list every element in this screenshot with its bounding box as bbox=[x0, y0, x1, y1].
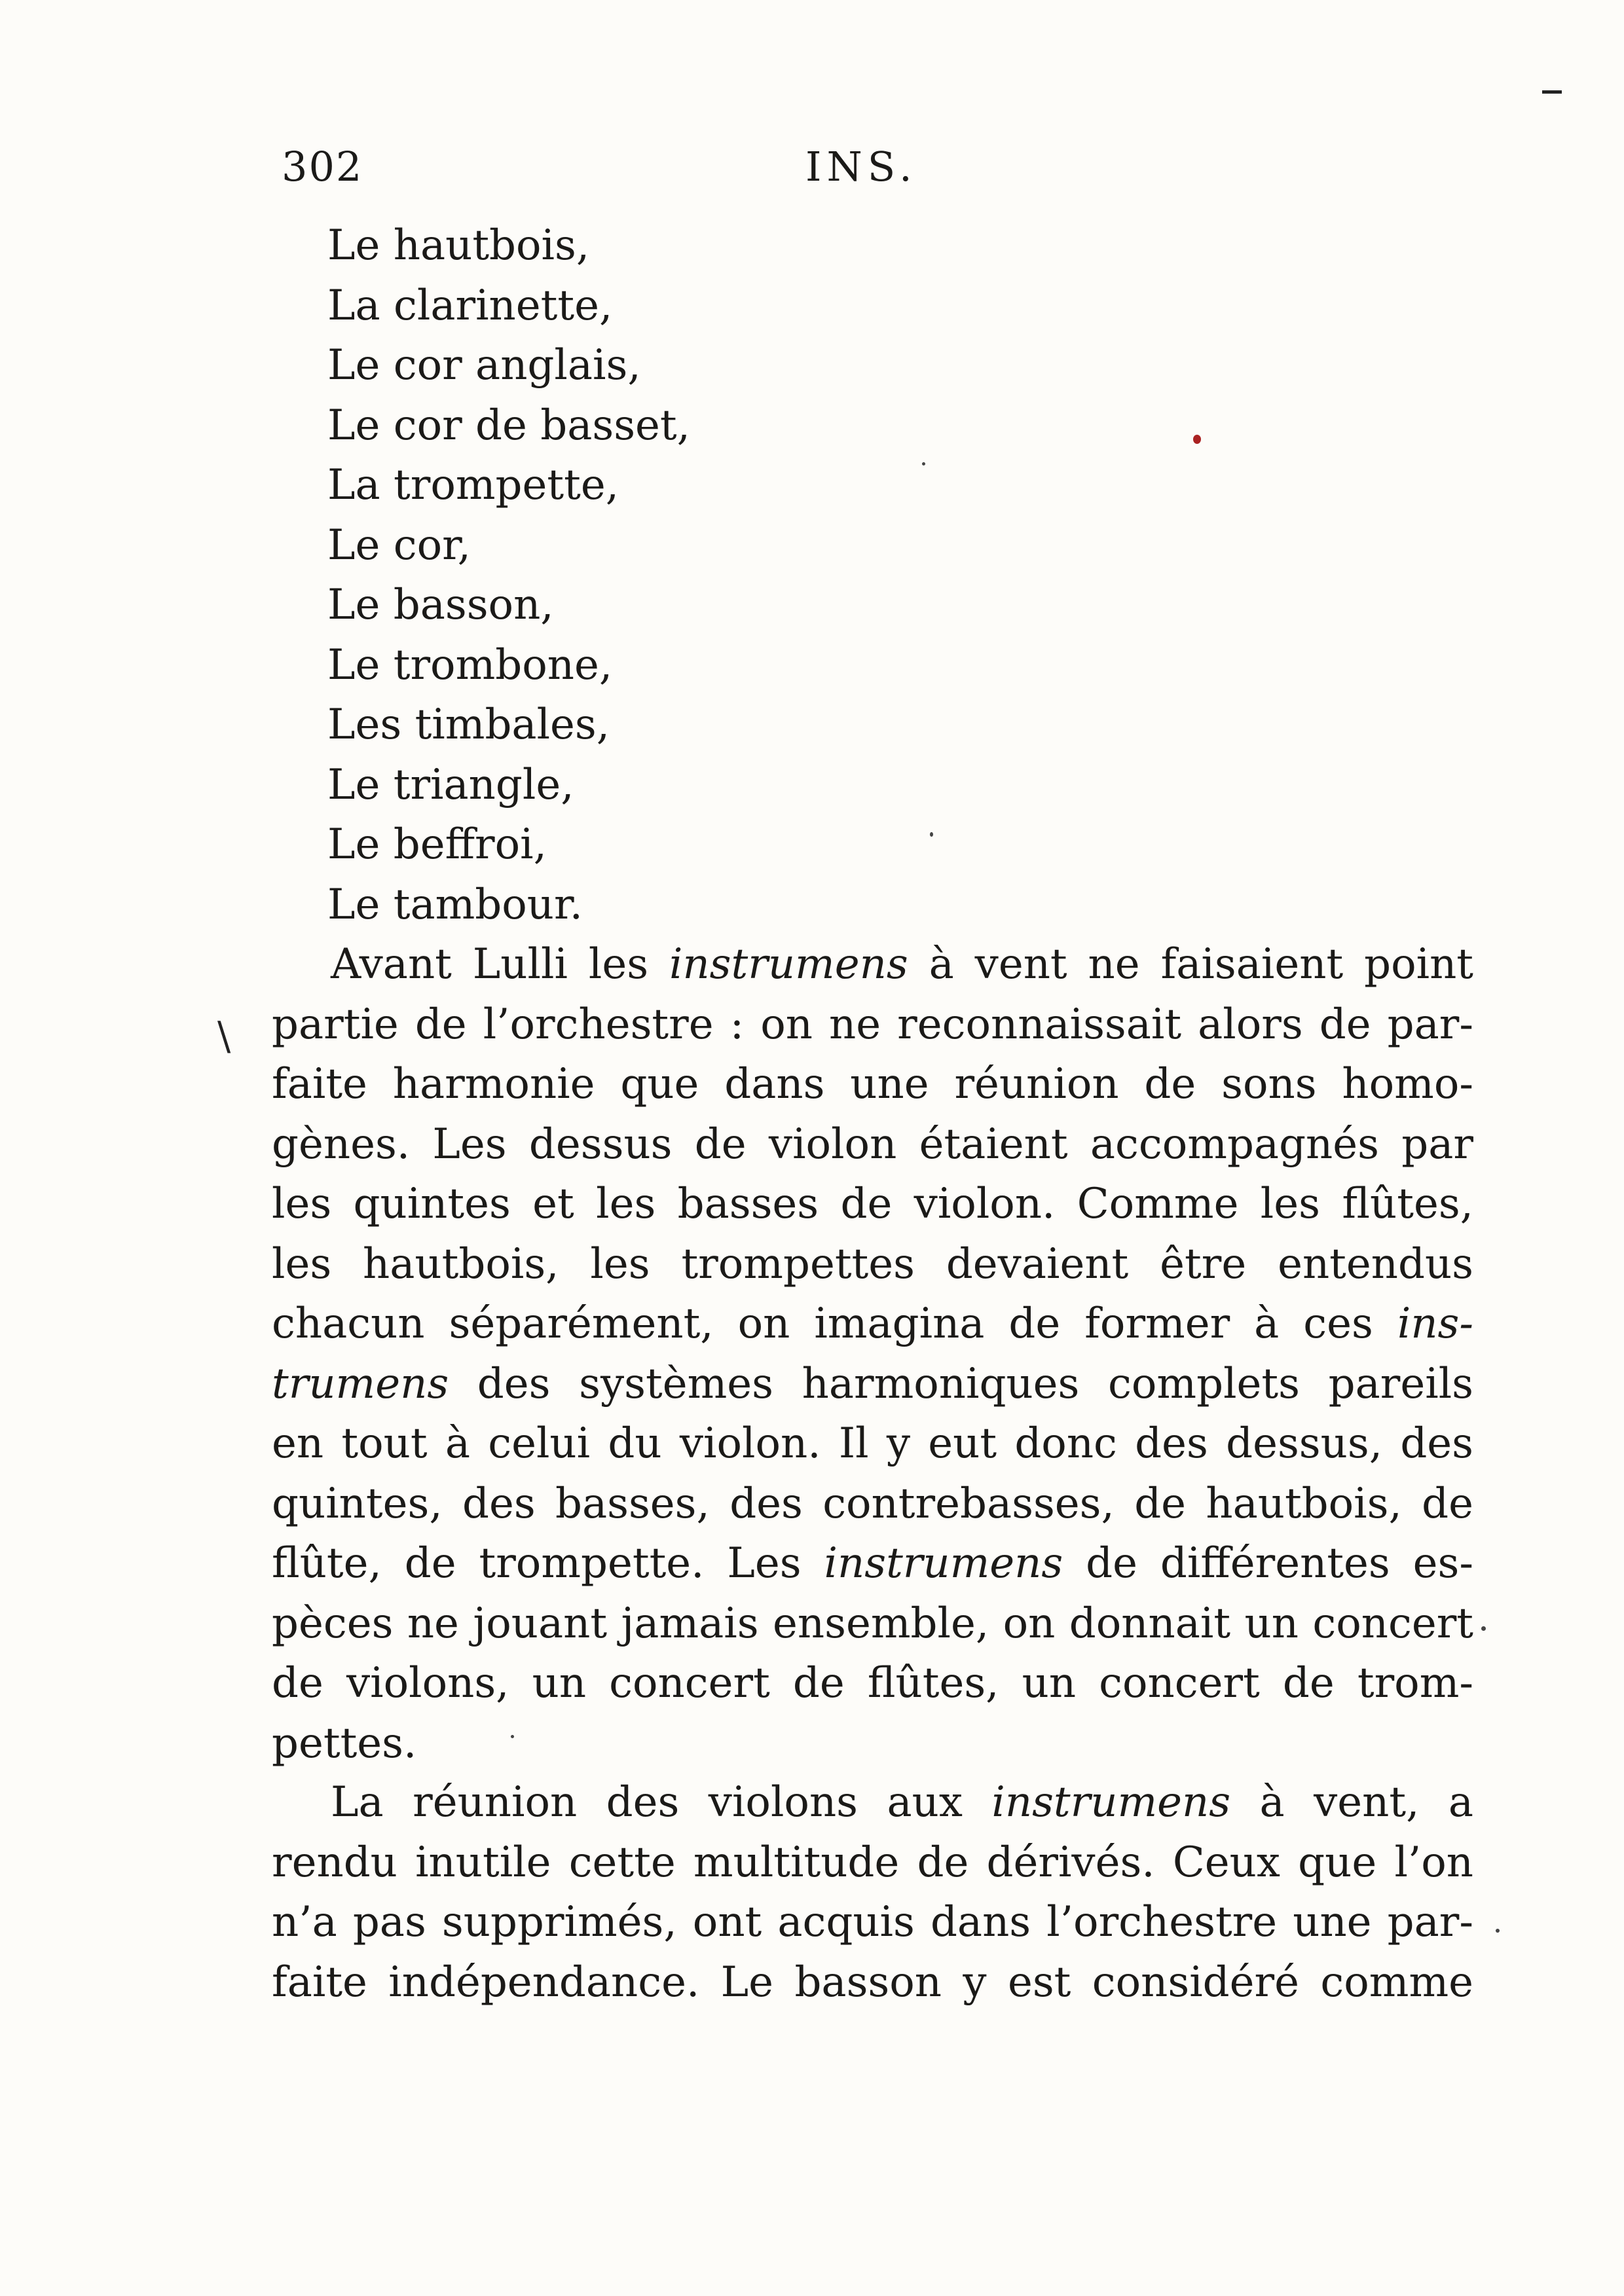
ink-speck bbox=[1193, 435, 1201, 444]
list-item: Les timbales, bbox=[327, 701, 610, 749]
list-item: Le tambour. bbox=[327, 880, 583, 929]
text-line: pettes. bbox=[272, 1719, 417, 1768]
edge-mark bbox=[1542, 90, 1562, 94]
paragraph bbox=[272, 1773, 1473, 2013]
list-item: Le triangle, bbox=[327, 760, 574, 809]
text-line: La réunion des violons aux instrumens à vent, a bbox=[331, 1778, 1474, 1827]
text-line: gènes. Les dessus de violon étaient accompagnés par bbox=[272, 1120, 1473, 1169]
text-line: faite indépendance. Le basson y est considéré comme bbox=[272, 1958, 1473, 2007]
list-item: La trompette, bbox=[327, 461, 619, 509]
text-line: pèces ne jouant jamais ensemble, on donnait un concert bbox=[272, 1599, 1473, 1648]
instrument-list bbox=[327, 216, 690, 935]
text-line: flûte, de trompette. Les instrumens de différentes es- bbox=[272, 1539, 1474, 1588]
ink-speck bbox=[511, 1735, 514, 1738]
list-item: Le cor anglais, bbox=[327, 341, 641, 390]
ink-speck bbox=[1496, 1929, 1500, 1933]
text-line: en tout à celui du violon. Il y eut donc des dessus, des bbox=[272, 1419, 1473, 1468]
text-line: partie de l’orchestre : on ne reconnaissait alors de par- bbox=[272, 1000, 1473, 1049]
text-line: les quintes et les basses de violon. Comme les flûtes, bbox=[272, 1180, 1473, 1228]
list-item: Le cor de basset, bbox=[327, 401, 690, 450]
text-line: chacun séparément, on imagina de former à ces ins- bbox=[272, 1300, 1473, 1348]
list-item: Le beffroi, bbox=[327, 820, 547, 869]
page-header bbox=[282, 143, 1513, 202]
text-line: faite harmonie que dans une réunion de sons homo- bbox=[272, 1060, 1473, 1108]
ink-speck bbox=[922, 462, 925, 465]
text-line: les hautbois, les trompettes devaient être entendus bbox=[272, 1239, 1473, 1288]
list-item: Le trombone, bbox=[327, 640, 613, 689]
text-line: de violons, un concert de flûtes, un concert de trom- bbox=[272, 1659, 1473, 1707]
list-item: Le basson, bbox=[327, 581, 554, 629]
text-line: trumens des systèmes harmoniques complets pareils bbox=[272, 1359, 1473, 1408]
list-item: Le cor, bbox=[327, 520, 471, 570]
text-line: n’a pas supprimés, ont acquis dans l’orchestre une par- bbox=[272, 1898, 1473, 1946]
list-item: La clarinette, bbox=[327, 281, 613, 330]
ink-speck bbox=[1481, 1626, 1486, 1631]
text-line: Avant Lulli les instrumens à vent ne faisaient point bbox=[331, 940, 1474, 989]
text-line: rendu inutile cette multitude de dérivés. Ceux que l’on bbox=[272, 1838, 1473, 1887]
paragraph bbox=[272, 935, 1473, 1774]
ink-speck bbox=[930, 832, 933, 837]
running-head: INS. bbox=[805, 143, 917, 191]
text-line: quintes, des basses, des contrebasses, de hautbois, de bbox=[272, 1479, 1473, 1528]
margin-mark: \ bbox=[217, 1013, 231, 1059]
list-item: Le hautbois, bbox=[327, 221, 590, 270]
page-number: 302 bbox=[282, 143, 363, 191]
